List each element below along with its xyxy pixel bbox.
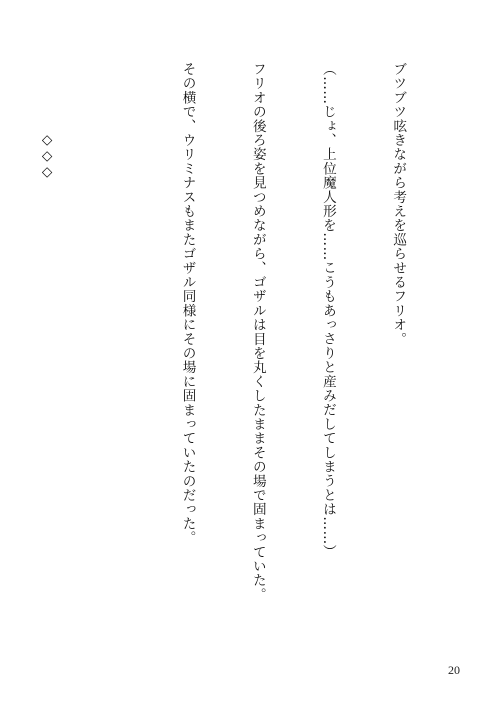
page-number: 20 bbox=[448, 663, 460, 677]
section-separator: ◇◇◇ bbox=[39, 132, 56, 180]
text-line: フリオの後ろ姿を見つめながら、ゴザルは目を丸くしたままその場で固まっていた。 bbox=[249, 62, 266, 602]
text-line: ブツブツ呟きながら考えを巡らせるフリオ。 bbox=[390, 62, 407, 346]
text-line: （……じょ、上位魔人形を……こうもあっさりと産みだしてしまうとは……） bbox=[319, 62, 336, 559]
blank-line bbox=[105, 62, 128, 662]
vertical-text-block bbox=[39, 62, 456, 662]
text-line: その横で、ウリミナスもまたゴザル同様にその場に固まっていたのだった。 bbox=[179, 62, 196, 545]
